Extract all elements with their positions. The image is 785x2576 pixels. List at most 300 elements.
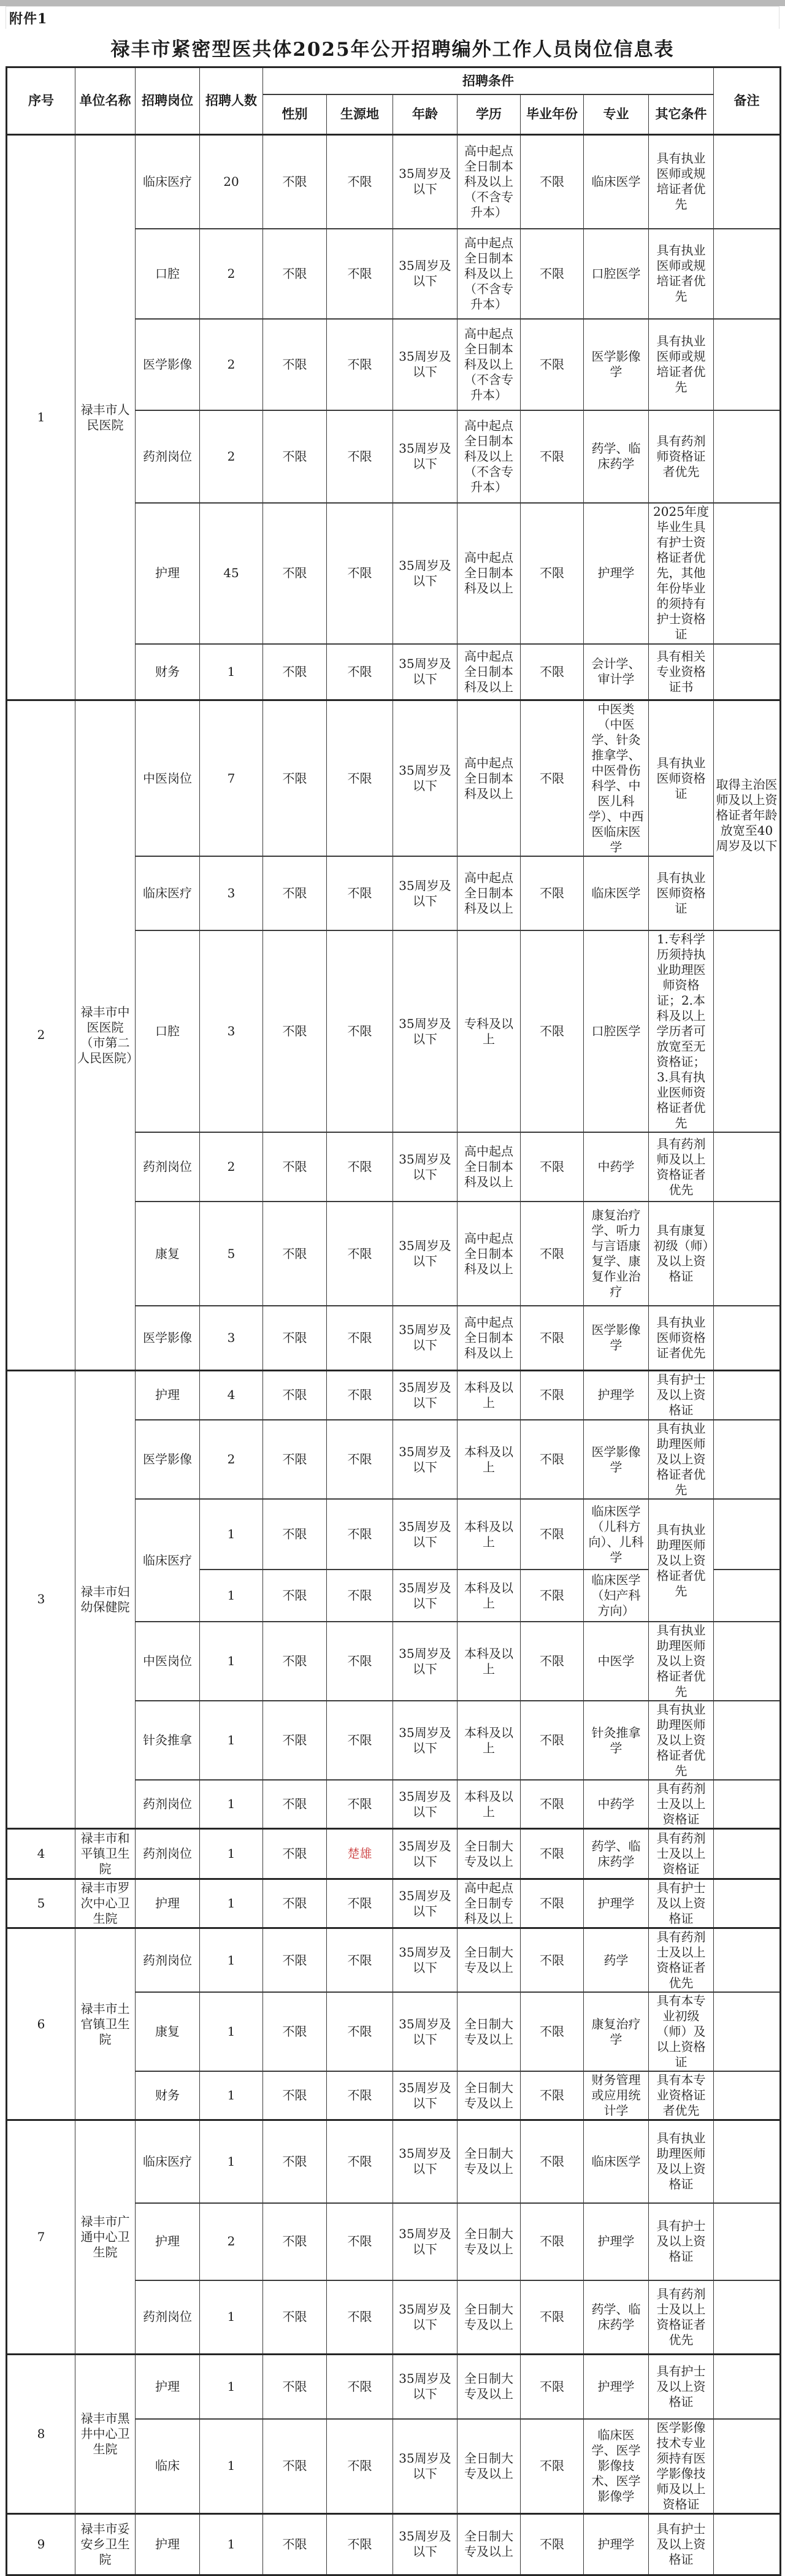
cell-major: 护理学 [584,2513,649,2575]
cell-other: 具有本专业初级（师）及以上资格证 [649,1992,714,2071]
cell-gender: 不限 [263,1879,327,1928]
cell-remark [714,1622,781,1701]
cell-major: 临床医学 [584,135,649,229]
cell-count: 1 [200,1992,263,2071]
table-row [7,2355,781,2419]
cell-count: 1 [200,1829,263,1879]
cell-gender: 不限 [263,856,327,930]
cell-education: 本科及以上 [458,1701,521,1780]
cell-other: 具有相关专业资格证书 [649,644,714,700]
cell-other: 2025年度毕业生具有护士资格证者优先，其他年份毕业的须持有护士资格证 [649,503,714,644]
cell-count: 2 [200,410,263,503]
cell-age: 35周岁及以下 [393,319,458,410]
cell-gender: 不限 [263,2120,327,2203]
cell-grad-year: 不限 [521,1420,584,1499]
cell-age: 35周岁及以下 [393,1780,458,1829]
cell-seq: 3 [7,1370,75,1829]
cell-grad-year: 不限 [521,319,584,410]
page-title: 禄丰市紧密型医共体2025年公开招聘编外工作人员岗位信息表 [110,39,675,61]
cell-age: 35周岁及以下 [393,503,458,644]
cell-education: 全日制大专及以上 [458,1928,521,1993]
cell-grad-year: 不限 [521,1132,584,1202]
top-strip [0,0,785,6]
cell-age: 35周岁及以下 [393,2419,458,2514]
cell-remark [714,503,781,644]
cell-age: 35周岁及以下 [393,1829,458,1879]
cell-gender: 不限 [263,2280,327,2355]
cell-grad-year: 不限 [521,2280,584,2355]
cell-age: 35周岁及以下 [393,2203,458,2280]
cell-age: 35周岁及以下 [393,1306,458,1370]
cell-major: 临床医学 [584,856,649,930]
cell-grad-year: 不限 [521,2071,584,2120]
cell-count: 1 [200,644,263,700]
cell-gender: 不限 [263,1570,327,1622]
cell-other: 具有执业助理医师及以上资格证者优先 [649,1622,714,1701]
cell-count: 1 [200,1570,263,1622]
cell-age: 35周岁及以下 [393,1622,458,1701]
cell-age: 35周岁及以下 [393,1928,458,1993]
cell-gender: 不限 [263,2419,327,2514]
cell-gender: 不限 [263,1928,327,1993]
cell-major: 临床医学、医学影像技术、医学影像学 [584,2419,649,2514]
cell-origin: 不限 [327,1370,393,1420]
cell-gender: 不限 [263,2203,327,2280]
cell-count: 3 [200,856,263,930]
cell-grad-year: 不限 [521,700,584,857]
cell-other: 具有药剂士及以上资格证者优先 [649,1928,714,1993]
cell-origin: 不限 [327,2280,393,2355]
cell-age: 35周岁及以下 [393,2120,458,2203]
cell-gender: 不限 [263,1701,327,1780]
cell-position: 药剂岗位 [136,1829,200,1879]
cell-education: 高中起点全日制本科及以上 [458,1132,521,1202]
cell-position: 康复 [136,1992,200,2071]
cell-position: 财务 [136,2071,200,2120]
cell-age: 35周岁及以下 [393,1370,458,1420]
cell-count: 2 [200,229,263,319]
table-row [7,1928,781,1993]
cell-major: 口腔医学 [584,930,649,1132]
cell-education: 高中起点全日制本科及以上 [458,503,521,644]
cell-position: 临床医疗 [136,856,200,930]
cell-position: 中医岗位 [136,1622,200,1701]
cell-origin: 不限 [327,930,393,1132]
cell-major: 药学、临床药学 [584,2280,649,2355]
col-header-remark: 备注 [714,67,781,135]
cell-education: 高中起点全日制本科及以上 [458,1202,521,1306]
cell-age: 35周岁及以下 [393,856,458,930]
cell-seq: 9 [7,2513,75,2575]
cell-grad-year: 不限 [521,1499,584,1570]
cell-age: 35周岁及以下 [393,1570,458,1622]
cell-major: 临床医学（妇产科方向） [584,1570,649,1622]
cell-education: 专科及以上 [458,930,521,1132]
cell-remark [714,1879,781,1928]
col-header-grad-year: 毕业年份 [521,94,584,135]
cell-count: 7 [200,700,263,857]
cell-grad-year: 不限 [521,644,584,700]
cell-origin: 不限 [327,2203,393,2280]
cell-major: 药学、临床药学 [584,410,649,503]
table-row [7,2513,781,2575]
cell-gender: 不限 [263,1992,327,2071]
cell-other: 具有执业助理医师及以上资格证者优先 [649,1701,714,1780]
cell-other: 具有执业医师资格证者优先 [649,1306,714,1370]
cell-age: 35周岁及以下 [393,1701,458,1780]
cell-major: 药学、临床药学 [584,1829,649,1879]
col-header-conditions-group: 招聘条件 [263,67,714,94]
cell-origin: 不限 [327,1701,393,1780]
cell-gender: 不限 [263,1132,327,1202]
cell-gender: 不限 [263,319,327,410]
cell-count: 1 [200,2355,263,2419]
cell-seq: 2 [7,700,75,1371]
cell-gender: 不限 [263,930,327,1132]
cell-other: 具有执业医师或规培证者优先 [649,229,714,319]
cell-remark [714,1701,781,1780]
cell-seq: 5 [7,1879,75,1928]
cell-count: 45 [200,503,263,644]
cell-other: 具有药剂师及以上资格证者优先 [649,1132,714,1202]
cell-remark [714,2203,781,2280]
table-row [7,2120,781,2203]
cell-seq: 6 [7,1928,75,2120]
cell-major: 财务管理或应用统计学 [584,2071,649,2120]
table-row [7,1879,781,1928]
cell-grad-year: 不限 [521,930,584,1132]
cell-origin: 不限 [327,856,393,930]
cell-gender: 不限 [263,410,327,503]
cell-education: 全日制大专及以上 [458,2071,521,2120]
cell-major: 康复治疗学 [584,1992,649,2071]
cell-position: 护理 [136,503,200,644]
cell-position: 临床 [136,2419,200,2514]
cell-position: 药剂岗位 [136,2280,200,2355]
cell-gender: 不限 [263,2513,327,2575]
table-row [7,700,781,857]
cell-education: 高中起点全日制本科及以上 [458,856,521,930]
cell-position: 针灸推拿 [136,1701,200,1780]
cell-origin: 不限 [327,2071,393,2120]
cell-education: 高中起点全日制专科及以上 [458,1879,521,1928]
cell-age: 35周岁及以下 [393,700,458,857]
cell-position: 临床医疗 [136,135,200,229]
cell-remark [714,410,781,503]
cell-other: 具有康复初级（师）及以上资格证 [649,1202,714,1306]
cell-other: 具有护士及以上资格证 [649,1370,714,1420]
cell-position: 口腔 [136,930,200,1132]
cell-position: 药剂岗位 [136,1132,200,1202]
cell-grad-year: 不限 [521,229,584,319]
cell-count: 1 [200,1879,263,1928]
cell-origin: 不限 [327,1780,393,1829]
col-header-age: 年龄 [393,94,458,135]
cell-major: 医学影像学 [584,1306,649,1370]
cell-count: 1 [200,1622,263,1701]
cell-education: 本科及以上 [458,1622,521,1701]
cell-grad-year: 不限 [521,2120,584,2203]
cell-gender: 不限 [263,229,327,319]
cell-other: 具有执业医师或规培证者优先 [649,319,714,410]
cell-education: 全日制大专及以上 [458,1992,521,2071]
cell-major: 口腔医学 [584,229,649,319]
cell-education: 全日制大专及以上 [458,2280,521,2355]
cell-age: 35周岁及以下 [393,2071,458,2120]
cell-position: 口腔 [136,229,200,319]
cell-education: 全日制大专及以上 [458,2355,521,2419]
cell-education: 本科及以上 [458,1499,521,1570]
cell-unit-name: 禄丰市土官镇卫生院 [75,1928,136,2120]
col-header-seq: 序号 [7,67,75,135]
cell-origin: 不限 [327,1499,393,1570]
cell-origin: 不限 [327,135,393,229]
cell-unit-name: 禄丰市广通中心卫生院 [75,2120,136,2355]
cell-count: 3 [200,1306,263,1370]
cell-count: 1 [200,2419,263,2514]
cell-age: 35周岁及以下 [393,1879,458,1928]
cell-major: 护理学 [584,1879,649,1928]
cell-position: 医学影像 [136,1306,200,1370]
cell-remark [714,1132,781,1202]
cell-origin: 不限 [327,319,393,410]
cell-grad-year: 不限 [521,1992,584,2071]
cell-age: 35周岁及以下 [393,1420,458,1499]
cell-major: 临床医学（儿科方向）、儿科学 [584,1499,649,1570]
cell-major: 护理学 [584,2203,649,2280]
cell-origin: 不限 [327,1306,393,1370]
header-row-1 [7,67,781,94]
cell-position: 护理 [136,2355,200,2419]
cell-gender: 不限 [263,1499,327,1570]
cell-remark: 取得主治医师及以上资格证者年龄放宽至40周岁及以下 [714,700,781,931]
cell-education: 本科及以上 [458,1370,521,1420]
cell-count: 20 [200,135,263,229]
cell-count: 1 [200,2280,263,2355]
cell-major: 护理学 [584,2355,649,2419]
cell-major: 中医学 [584,1622,649,1701]
cell-count: 1 [200,1499,263,1570]
cell-grad-year: 不限 [521,1879,584,1928]
cell-grad-year: 不限 [521,135,584,229]
cell-other: 具有执业助理医师及以上资格证者优先 [649,1420,714,1499]
cell-origin: 不限 [327,410,393,503]
cell-education: 全日制大专及以上 [458,2120,521,2203]
cell-count: 4 [200,1370,263,1420]
cell-major: 中药学 [584,1780,649,1829]
cell-remark [714,1370,781,1420]
cell-gender: 不限 [263,1420,327,1499]
cell-age: 35周岁及以下 [393,1132,458,1202]
cell-remark [714,1306,781,1370]
cell-education: 高中起点全日制本科及以上 [458,644,521,700]
cell-seq: 7 [7,2120,75,2355]
cell-position: 药剂岗位 [136,1928,200,1993]
cell-position: 护理 [136,1879,200,1928]
cell-origin: 不限 [327,503,393,644]
cell-other: 医学影像技术专业须持有医学影像技师及以上资格证 [649,2419,714,2514]
cell-count: 1 [200,2120,263,2203]
cell-education: 全日制大专及以上 [458,1829,521,1879]
cell-grad-year: 不限 [521,1370,584,1420]
cell-other: 具有药剂士及以上资格证 [649,1780,714,1829]
cell-age: 35周岁及以下 [393,1499,458,1570]
cell-count: 2 [200,319,263,410]
cell-remark [714,1499,781,1570]
cell-age: 35周岁及以下 [393,410,458,503]
cell-other: 具有执业医师资格证 [649,700,714,857]
cell-gender: 不限 [263,644,327,700]
cell-age: 35周岁及以下 [393,2513,458,2575]
cell-age: 35周岁及以下 [393,1202,458,1306]
cell-education: 高中起点全日制本科及以上（不含专升本） [458,135,521,229]
cell-origin: 不限 [327,1992,393,2071]
cell-grad-year: 不限 [521,1780,584,1829]
col-header-position: 招聘岗位 [136,67,200,135]
cell-major: 针灸推拿学 [584,1701,649,1780]
cell-origin: 楚雄 [327,1829,393,1879]
cell-major: 医学影像学 [584,319,649,410]
cell-position: 药剂岗位 [136,1780,200,1829]
cell-remark [714,1570,781,1622]
cell-position: 护理 [136,2203,200,2280]
cell-position: 护理 [136,1370,200,1420]
col-header-count: 招聘人数 [200,67,263,135]
cell-count: 2 [200,1420,263,1499]
cell-remark [714,2419,781,2514]
cell-seq: 4 [7,1829,75,1879]
cell-position: 护理 [136,2513,200,2575]
cell-origin: 不限 [327,1202,393,1306]
cell-remark [714,930,781,1132]
cell-major: 护理学 [584,503,649,644]
table-row [7,1829,781,1879]
cell-origin: 不限 [327,2419,393,2514]
cell-education: 高中起点全日制本科及以上 [458,1306,521,1370]
col-header-unit-name: 单位名称 [75,67,136,135]
cell-remark [714,2280,781,2355]
cell-education: 本科及以上 [458,1780,521,1829]
col-header-gender: 性别 [263,94,327,135]
attachment-label: 附件1 [6,6,779,29]
cell-remark [714,644,781,700]
cell-other: 具有护士及以上资格证 [649,2513,714,2575]
cell-major: 药学 [584,1928,649,1993]
cell-education: 本科及以上 [458,1420,521,1499]
cell-origin: 不限 [327,1928,393,1993]
cell-count: 1 [200,1701,263,1780]
cell-education: 高中起点全日制本科及以上（不含专升本） [458,319,521,410]
cell-remark [714,2071,781,2120]
cell-major: 护理学 [584,1370,649,1420]
cell-major: 中药学 [584,1132,649,1202]
cell-grad-year: 不限 [521,856,584,930]
cell-origin: 不限 [327,644,393,700]
cell-origin: 不限 [327,1570,393,1622]
cell-education: 本科及以上 [458,1570,521,1622]
cell-position: 中医岗位 [136,700,200,857]
col-header-other: 其它条件 [649,94,714,135]
cell-remark [714,1928,781,1993]
cell-origin: 不限 [327,700,393,857]
cell-unit-name: 禄丰市妇幼保健院 [75,1370,136,1829]
cell-major: 会计学、审计学 [584,644,649,700]
cell-education: 全日制大专及以上 [458,2203,521,2280]
cell-education: 全日制大专及以上 [458,2419,521,2514]
cell-remark [714,2355,781,2419]
cell-unit-name: 禄丰市黑井中心卫生院 [75,2355,136,2514]
cell-gender: 不限 [263,1202,327,1306]
cell-gender: 不限 [263,135,327,229]
cell-age: 35周岁及以下 [393,2355,458,2419]
cell-grad-year: 不限 [521,1622,584,1701]
cell-unit-name: 禄丰市妥安乡卫生院 [75,2513,136,2575]
cell-unit-name: 禄丰市中医医院（市第二人民医院） [75,700,136,1371]
cell-unit-name: 禄丰市人民医院 [75,135,136,700]
cell-position: 康复 [136,1202,200,1306]
cell-grad-year: 不限 [521,1306,584,1370]
cell-major: 医学影像学 [584,1420,649,1499]
cell-gender: 不限 [263,1622,327,1701]
cell-count: 3 [200,930,263,1132]
cell-remark [714,1420,781,1499]
cell-origin: 不限 [327,1420,393,1499]
cell-count: 2 [200,2203,263,2280]
cell-age: 35周岁及以下 [393,229,458,319]
cell-other: 具有执业医师资格证 [649,856,714,930]
cell-education: 高中起点全日制本科及以上（不含专升本） [458,229,521,319]
cell-age: 35周岁及以下 [393,644,458,700]
cell-other: 具有执业助理医师及以上资格证者优先 [649,1499,714,1622]
cell-other: 具有药剂师资格证者优先 [649,410,714,503]
cell-count: 1 [200,1928,263,1993]
cell-age: 35周岁及以下 [393,135,458,229]
cell-other: 1.专科学历须持执业助理医师资格证；2.本科及以上学历者可放宽至无资格证；3.具有执业医师资格证者优先 [649,930,714,1132]
cell-remark [714,135,781,229]
cell-gender: 不限 [263,503,327,644]
cell-grad-year: 不限 [521,1570,584,1622]
cell-position: 医学影像 [136,319,200,410]
cell-major: 临床医学 [584,2120,649,2203]
cell-grad-year: 不限 [521,1202,584,1306]
cell-other: 具有本专业资格证者优先 [649,2071,714,2120]
cell-other: 具有执业医师或规培证者优先 [649,135,714,229]
cell-position: 临床医疗 [136,2120,200,2203]
cell-gender: 不限 [263,700,327,857]
cell-age: 35周岁及以下 [393,1992,458,2071]
cell-seq: 8 [7,2355,75,2514]
cell-remark [714,2120,781,2203]
cell-count: 1 [200,2071,263,2120]
cell-grad-year: 不限 [521,2203,584,2280]
cell-grad-year: 不限 [521,1829,584,1879]
cell-age: 35周岁及以下 [393,2280,458,2355]
cell-gender: 不限 [263,1829,327,1879]
positions-table [6,66,781,2576]
cell-origin: 不限 [327,229,393,319]
table-header [7,67,781,135]
cell-origin: 不限 [327,2355,393,2419]
cell-remark [714,1780,781,1829]
table-row [7,1370,781,1420]
cell-education: 高中起点全日制本科及以上（不含专升本） [458,410,521,503]
cell-other: 具有护士及以上资格证 [649,1879,714,1928]
cell-count: 2 [200,1132,263,1202]
cell-gender: 不限 [263,1306,327,1370]
cell-unit-name: 禄丰市罗次中心卫生院 [75,1879,136,1928]
cell-gender: 不限 [263,1370,327,1420]
cell-grad-year: 不限 [521,2355,584,2419]
